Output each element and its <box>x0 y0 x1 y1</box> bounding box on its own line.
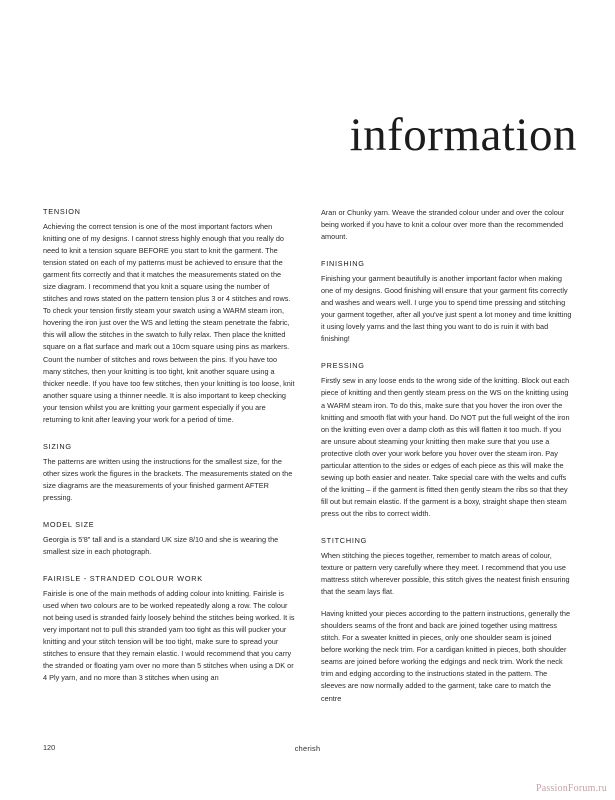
section-heading: TENSION <box>43 207 81 216</box>
section-heading: PRESSING <box>321 361 365 371</box>
column-left <box>43 207 295 705</box>
footer-page-number: 120 <box>43 743 56 752</box>
section-paragraph: Achieving the correct tension is one of the most important factors when knitting one of my designs. I cannot stress highly enough that you really do need to knit a tension square BEFORE you start to knit the garment. The tension stated on each of my patterns must be achieved to ensure that the garment fits correctly and that it matches the measurements stated on the size diagram. I recommend that you knit a square using the number of stitches and rows stated on the pattern tension plus 3 or 4 stitches and rows. To check your tension firstly steam your swatch using a WARM steam iron, hovering the iron just over the WS and letting the steam penetrate the fabric, this will allow the stitches in the swatch to fully relax. Then place the knitted square on a flat surface and mark out a 10cm square using pins as markers. Count the number of stitches and rows between the pins. If you have too many stitches, then your knitting is too tight, knit another square using a thicker needle. If you have too few stitches, then your knitting is too loose, knit another square using a thinner needle. It is also important to keep checking your tension whilst you are knitting your garment especially if you are returning to knit after leaving your work for a period of time. <box>43 222 295 424</box>
page-title: information <box>349 109 577 161</box>
section-fairisle <box>43 574 295 684</box>
footer-title: cherish <box>294 744 321 753</box>
section-pressing <box>321 361 573 520</box>
watermark: PassionForum.ru <box>535 783 607 794</box>
section-heading: STITCHING <box>321 535 368 545</box>
section-heading: MODEL SIZE <box>43 519 95 529</box>
section-stitching <box>321 536 573 705</box>
section-fairisle-continued <box>321 207 573 243</box>
section-model-size <box>43 520 295 558</box>
section-paragraph: Finishing your garment beautifully is another important factor when making one of my designs. Good finishing will ensure that your garment fits correctly and washes and wears well. I urge you to spend time pressing and stitching your garment together, after all you've just spent a lot money and time knitting it using lovely yarns and the last thing you want to do is ruin it with bad finishing! <box>321 274 572 344</box>
column-right <box>321 207 573 705</box>
section-sizing <box>43 442 295 504</box>
text-columns <box>43 207 573 705</box>
section-paragraph: Having knitted your pieces according to the pattern instructions, generally the shoulders seams of the front and back are joined together using mattress stitch. For a sweater knitted in pieces, only one shoulder seam is joined before working the neck trim. For a cardigan knitted in pieces, both shoulder seams are joined before working the edgings and neck trim. Work the neck trim and edging according to the instructions stated in the pattern. The sleeves are now normally added to the garment, take care to match the centre <box>321 609 571 703</box>
section-tension <box>43 207 295 426</box>
section-paragraph: Georgia is 5'8" tall and is a standard UK size 8/10 and she is wearing the smallest size in each photograph. <box>43 534 279 557</box>
section-finishing <box>321 259 573 345</box>
section-heading: FAIRISLE - STRANDED COLOUR WORK <box>43 574 203 584</box>
section-heading: SIZING <box>43 441 72 451</box>
section-paragraph: Fairisle is one of the main methods of adding colour into knitting. Fairisle is used when two colours are to be worked repeatedly along a row. The colour not being used is stranded fairly loosely behind the stitches being worked. It is very important not to pull this stranded yarn too tight as this will pucker your knitting and your stitch tension will be too tight, make sure to spread your stitches to ensure that they remain elastic. I would recommend that you carry the stranded or floating yarn over no more than 5 stitches when using a DK or 4 Ply yarn, and no more than 3 stitches when using an <box>43 589 295 683</box>
section-paragraph: Aran or Chunky yarn. Weave the stranded colour under and over the colour being worked if you have to knit a colour over more than the recommended amount. <box>321 208 565 242</box>
section-paragraph: When stitching the pieces together, remember to match areas of colour, texture or pattern very carefully where they meet. I recommend that you use mattress stitch wherever possible, this stitch gives the neatest finish ensuring that the seam lays flat. <box>321 550 570 597</box>
section-paragraph: The patterns are written using the instructions for the smallest size, for the other sizes work the figures in the brackets. The measurements stated on the size diagrams are the measurements of your finished garment AFTER pressing. <box>43 456 293 502</box>
section-paragraph: Firstly sew in any loose ends to the wrong side of the knitting. Block out each piece of knitting and then gently steam press on the WS on the knitting using a WARM steam iron. To do this, make sure that you hover the iron over the knitting and smooth flat with your hand. Do NOT put the full weight of the iron on the knitting even over a damp cloth as this will flatten it too much. If you are unsure about steaming your knitting then make sure that you use a protective cloth over your work before you hover over the steam iron. Pay particular attention to the sides or edges of each piece as this will make the sewing up both easier and neater. Take special care with the welts and cuffs of the knitting – if the garment is fitted then gently steam the ribs so that they fill out but remain elastic. If the garment is a boxy, straight shape then steam press out the ribs to correct width. <box>321 376 570 518</box>
section-heading: FINISHING <box>321 259 365 269</box>
